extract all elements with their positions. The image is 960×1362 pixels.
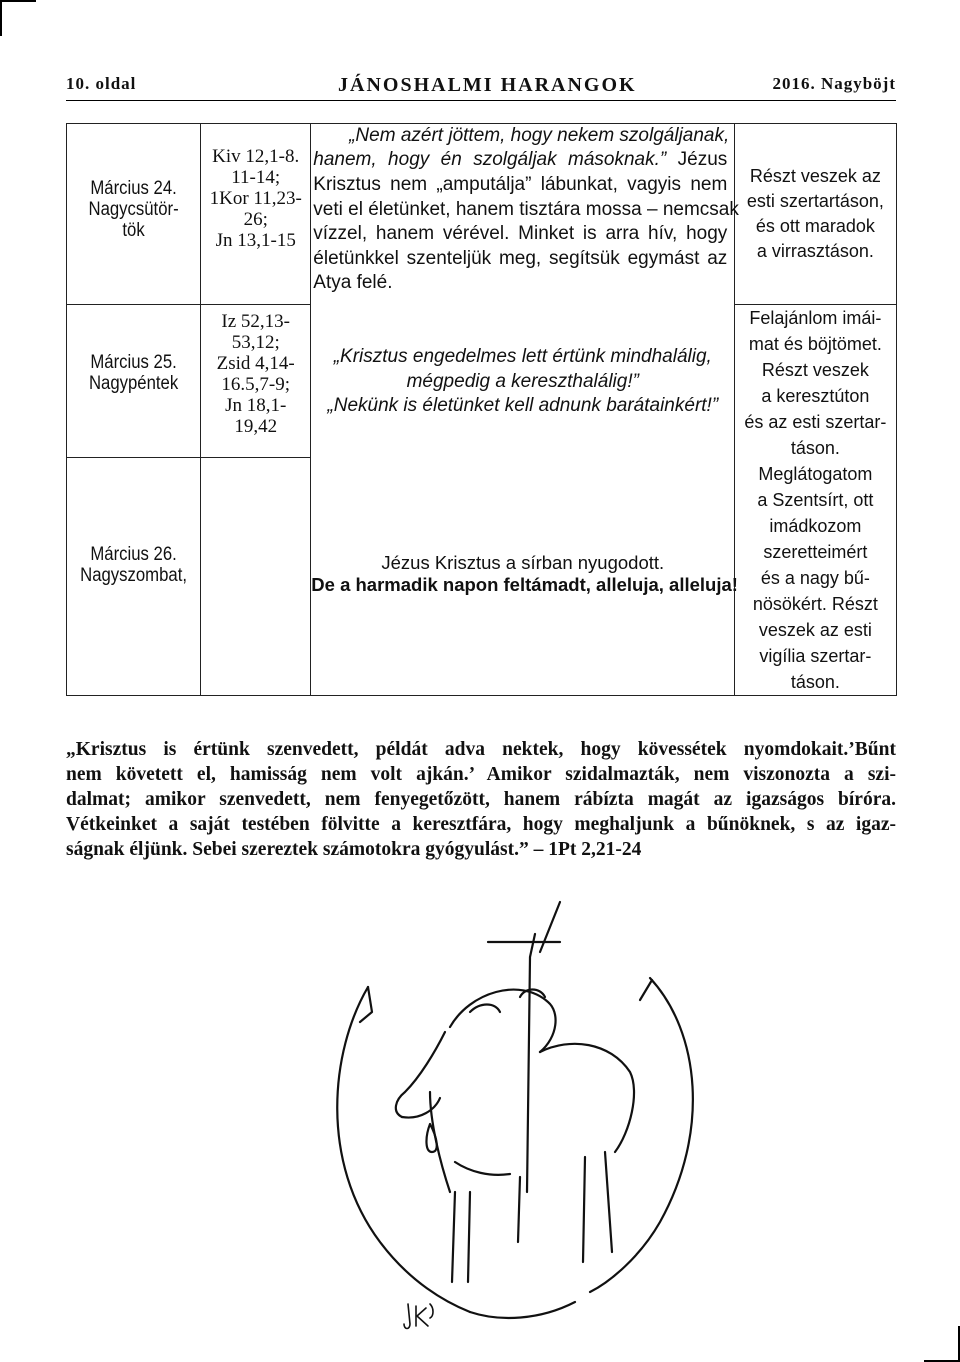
thursday-quote: „Nem azért jöttem, hogy nekem szolgáljanak,	[349, 125, 730, 146]
reading-cell-thursday	[201, 124, 311, 305]
publication-title: JÁNOSHALMI HARANGOK	[338, 74, 637, 96]
crop-mark-top-left-v	[0, 0, 2, 36]
reading-references: Iz 52,13- 53,12; Zsid 4,14- 16.5,7-9; Jn 18,1- 19,42	[216, 311, 295, 437]
action-cell-friday-saturday	[734, 305, 896, 696]
page-header	[66, 74, 896, 101]
action-cell-thursday	[734, 124, 896, 305]
reading-cell-saturday	[201, 457, 311, 695]
saturday-action: Meglátogatom a Szentsírt, ott imádkozom szeretteimért és a nagy bű- nösökért. Részt veszek az esti vigília szertar- táson.	[752, 464, 878, 692]
issue-label: 2016. Nagyböjt	[772, 74, 896, 93]
saturday-text	[311, 552, 738, 596]
reading-references: Kiv 12,1-8. 11-14; 1Kor 11,23- 26; Jn 13,1-15	[209, 146, 302, 251]
lamb-of-god-illustration	[0, 862, 960, 1362]
friday-quote: „Krisztus engedelmes lett értünk mindhalálig, mégpedig a kereszthalálig!” „Nekünk is életünket kell adnunk barátainkért!”	[327, 346, 719, 416]
thursday-body: Krisztus nem „amputálja” lábunkat, vagyis nem veti el életünket, hanem tisztára mossa – nemcsak vízzel, hanem vérével. Minket is arra hív, hogy életünkkel szenteljük meg, segítsük egymást az Atya felé.	[313, 174, 739, 293]
thursday-action: Részt veszek az esti szertartáson, és ott maradok a virrasztáson.	[746, 166, 884, 261]
saturday-line-1: Jézus Krisztus a sírban nyugodott.	[381, 552, 665, 573]
day-cell-friday	[67, 305, 201, 458]
scripture-quote: „Krisztus is értünk szenvedett, példát adva nektek, hogy kövessétek nyomdokait.’Bűnt nem követett el, hamisság nem volt ajkán.’ Amikor szidalmazták, nem viszonozta a szi- dalmat; amikor szenvedett, nem fenyegetőzött, hanem rábízta magát az igazságos bíróra. Vétkeinket a saját testében fölvitte a keresztfára, hogy meghaljunk a bűnöknek, s az igaz- ságnak éljünk. Sebei szereztek számotokra gyógyulást.” – 1Pt 2,21-24	[66, 739, 896, 860]
artist-signature-icon	[400, 1296, 440, 1336]
page-number: 10. oldal	[66, 74, 137, 93]
thursday-body-start: Jézus	[677, 149, 728, 170]
day-label: Március 26. Nagyszombat,	[80, 543, 188, 586]
crop-mark-top-left-h	[0, 0, 36, 2]
thursday-quote-line-2: hanem, hogy én szolgáljak másoknak.”	[313, 149, 667, 170]
saturday-line-2: De a harmadik napon feltámadt, alleluja, alleluja!	[311, 574, 738, 595]
friday-action: Felajánlom imái- mat és böjtömet. Részt veszek a keresztúton és az esti szertar- táson.	[744, 308, 887, 458]
day-cell-saturday	[67, 457, 201, 695]
reading-cell-friday	[201, 305, 311, 458]
day-label: Március 24. Nagycsütör- tök	[88, 178, 179, 241]
day-cell-thursday	[67, 124, 201, 305]
holy-week-schedule	[66, 123, 897, 696]
day-label: Március 25. Nagypéntek	[88, 352, 179, 394]
reflection-cell	[311, 124, 739, 696]
